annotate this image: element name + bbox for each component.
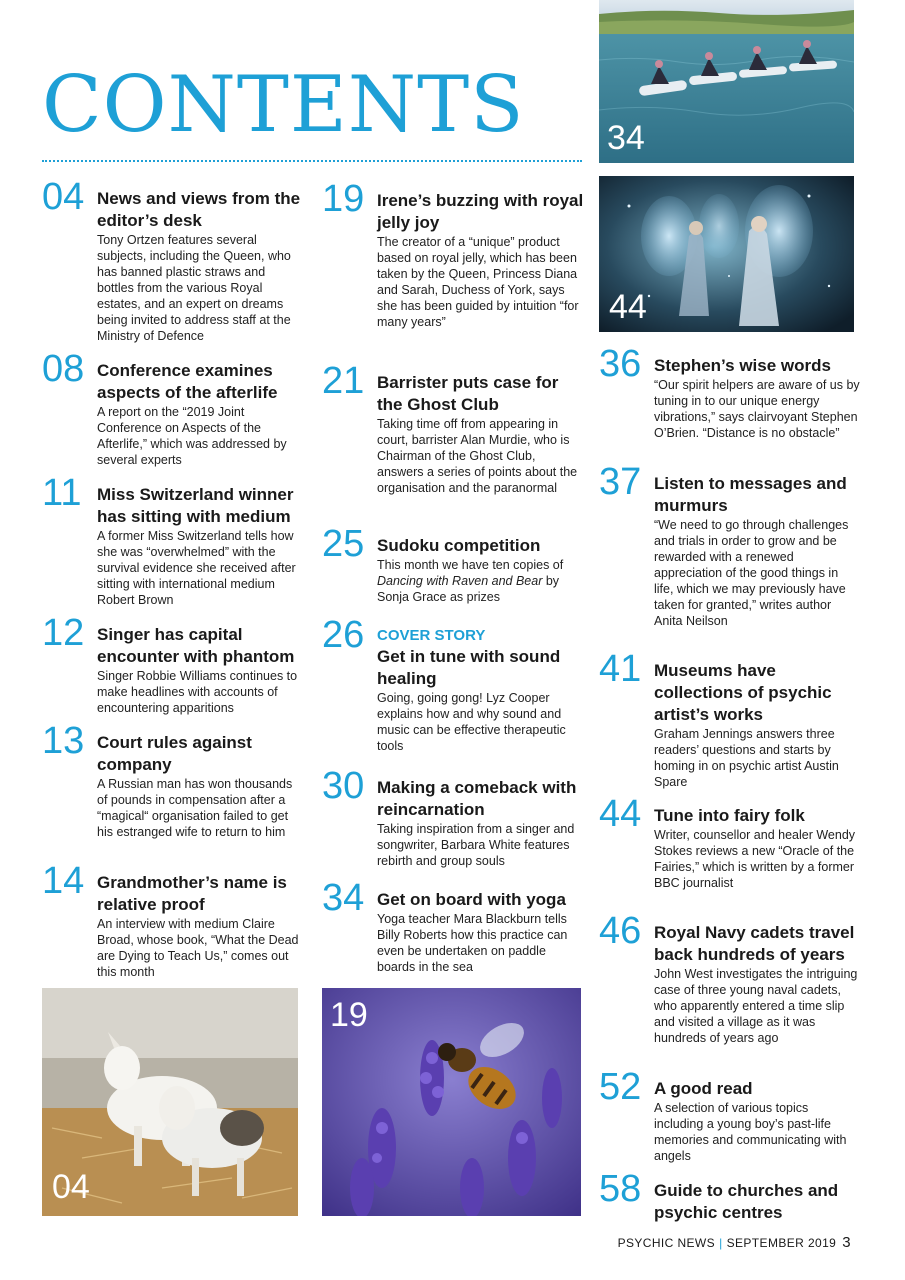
entry-headline: Court rules against company (97, 733, 252, 774)
entry-description: Singer Robbie Williams continues to make headlines with accounts of encountering apparitions (97, 669, 298, 715)
entry-description: A report on the “2019 Joint Conference on Aspects of the Afterlife,” which was addressed by several experts (97, 405, 287, 467)
entry-headline: Barrister puts case for the Ghost Club (377, 373, 559, 414)
entry-description: Writer, counsellor and healer Wendy Stokes reviews a new “Oracle of the Fairies,” which is written by a former BBC journalist (654, 828, 856, 890)
page-number: 36 (599, 343, 642, 385)
page-number: 26 (322, 614, 365, 656)
page-number: 46 (599, 910, 642, 952)
fairies-photo[interactable] (599, 176, 854, 332)
entry-description: Going, going gong! Lyz Cooper explains how and why sound and music can be effective therapeutic tools (377, 691, 566, 753)
photo-page-label: 44 (609, 288, 647, 326)
entry-description: “We need to go through challenges and trials in order to grow and be rewarded with a renewed appreciation of the good things in life, which we may previously have taken for granted,” writes author Anita Neilson (654, 518, 849, 628)
cover-story-label: COVER STORY (377, 627, 486, 644)
entry-headline: Irene’s buzzing with royal jelly joy (377, 191, 584, 232)
entry-headline: Miss Switzerland winner has sitting with medium (97, 485, 294, 526)
page-number: 13 (42, 720, 85, 762)
bee-lavender-photo[interactable] (322, 988, 581, 1216)
entry-headline: Guide to churches and psychic centres (654, 1181, 839, 1222)
title-divider (42, 160, 582, 162)
entry-description: An interview with medium Claire Broad, whose book, “What the Dead are Dying to Teach Us,” comes out this month (97, 917, 299, 979)
page-number: 52 (599, 1066, 642, 1108)
entry-headline: Get on board with yoga (377, 890, 566, 909)
page-number: 30 (322, 765, 365, 807)
book-title: Dancing with Raven and Bear (377, 574, 543, 588)
entry-headline: Tune into fairy folk (654, 806, 805, 825)
photo-page-label: 34 (607, 119, 645, 157)
entry-description: A former Miss Switzerland tells how she was “overwhelmed” with the survival evidence she received after sitting with international medium Robert Brown (97, 529, 296, 607)
page-number: 21 (322, 360, 365, 402)
entry-description: Taking inspiration from a singer and songwriter, Barbara White features rebirth and group souls (377, 822, 575, 868)
entry-description: Tony Ortzen features several subjects, including the Queen, who has banned plastic straws and bottles from the various Royal estates, and an expert on dreams being invited to address staff at the Ministry of Defence (97, 233, 291, 343)
folio-page-number: 3 (842, 1234, 851, 1251)
issue-date: SEPTEMBER 2019 (726, 1236, 837, 1250)
page-number: 19 (322, 178, 365, 220)
page-number: 04 (42, 176, 85, 218)
entry-headline: Museums have collections of psychic artist’s works (654, 661, 832, 724)
yoga-paddleboard-photo[interactable] (599, 0, 854, 163)
entry-description (377, 557, 584, 605)
entry-headline: Singer has capital encounter with phantom (97, 625, 295, 666)
page-number: 44 (599, 793, 642, 835)
entry-headline: News and views from the editor’s desk (97, 189, 301, 230)
page-title: CONTENTS (42, 60, 525, 150)
entry-description: Taking time off from appearing in court, barrister Alan Murdie, who is Chairman of the Ghost Club, answers a series of points about the organisation and the paranormal (377, 417, 578, 495)
entry-headline: Grandmother’s name is relative proof (97, 873, 287, 914)
entry-headline: Making a comeback with reincarnation (377, 778, 577, 819)
entry-description: “Our spirit helpers are aware of us by tuning in to our unique energy vibrations,” says clairvoyant Stephen O’Brien. “Distance is no obstacle” (654, 378, 860, 440)
entry-description: A selection of various topics including a young boy’s past-life memories and communicating with angels (654, 1101, 847, 1163)
entry-headline: Listen to messages and murmurs (654, 474, 847, 515)
entry-headline: Stephen’s wise words (654, 356, 831, 375)
entry-description: John West investigates the intriguing case of three young naval cadets, who apparently entered a time slip and visited a village as it was hundreds of years ago (654, 967, 858, 1045)
entry-description: Yoga teacher Mara Blackburn tells Billy Roberts how this practice can even be undertaken on paddle boards in the sea (377, 912, 568, 974)
page-number: 11 (42, 472, 82, 514)
page-number: 37 (599, 461, 642, 503)
page-number: 25 (322, 523, 365, 565)
page-footer (618, 1234, 851, 1251)
desc-text: by Sonja Grace as prizes (377, 574, 560, 604)
desc-text: This month we have ten copies of (377, 558, 564, 572)
photo-page-label: 19 (330, 996, 368, 1034)
footer-divider: | (719, 1236, 723, 1250)
publication-name: PSYCHIC NEWS (617, 1236, 716, 1250)
page-number: 58 (599, 1168, 642, 1210)
page-number: 14 (42, 860, 85, 902)
entry-headline: Conference examines aspects of the afterlife (97, 361, 278, 402)
entry-description: Graham Jennings answers three readers’ questions and starts by homing in on psychic artist Austin Spare (654, 727, 839, 789)
page-number: 08 (42, 348, 85, 390)
goats-photo[interactable] (42, 988, 298, 1216)
page-number: 12 (42, 612, 85, 654)
entry-description: A Russian man has won thousands of pounds in compensation after a “magical“ organisation failed to get his estranged wife to return to him (97, 777, 293, 839)
page-number: 41 (599, 648, 642, 690)
photo-page-label: 04 (52, 1168, 90, 1206)
entry-headline: Sudoku competition (377, 536, 541, 555)
entry-description: The creator of a “unique” product based on royal jelly, which has been taken by the Queen, Princess Diana and Sarah, Duchess of York, says she has been guided by intuition “for many years” (377, 235, 579, 329)
entry-headline: A good read (654, 1079, 753, 1098)
page-number: 34 (322, 877, 365, 919)
entry-headline: Get in tune with sound healing (377, 647, 561, 688)
entry-headline: Royal Navy cadets travel back hundreds of years (654, 923, 855, 964)
